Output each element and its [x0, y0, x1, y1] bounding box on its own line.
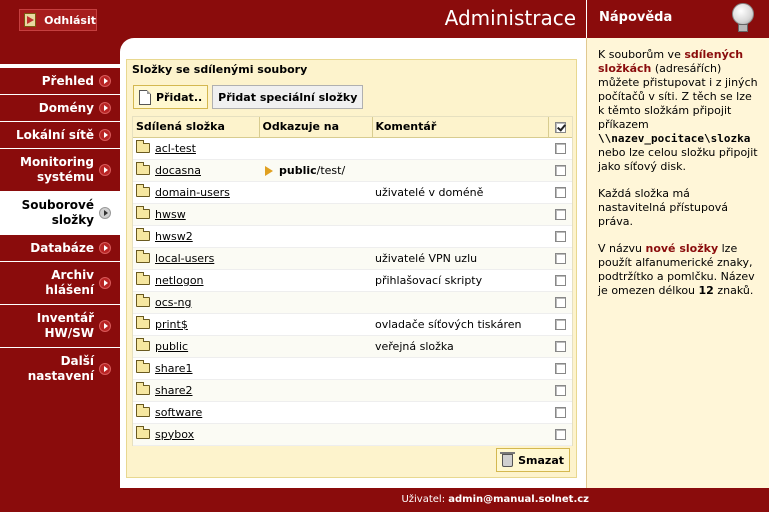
folder-target-cell	[259, 313, 372, 335]
trash-icon	[502, 454, 513, 467]
panel-title: Složky se sdílenými soubory	[132, 63, 308, 76]
row-checkbox[interactable]	[555, 341, 566, 352]
folder-link[interactable]: docasna	[155, 163, 201, 177]
chevron-right-icon	[99, 164, 111, 176]
folder-name-cell	[133, 313, 259, 335]
row-select-cell	[548, 401, 572, 423]
folder-icon	[136, 407, 150, 417]
folder-comment-cell	[372, 379, 548, 401]
sidebar-item-archiv-hlaseni[interactable]	[0, 262, 120, 304]
folder-name-cell	[133, 401, 259, 423]
help-highlight-shared-folders: sdílených složkách	[598, 48, 744, 75]
add-folder-label: Přidat..	[156, 90, 203, 104]
folder-target-cell	[259, 225, 372, 247]
folder-link[interactable]: spybox	[155, 427, 195, 441]
sidebar-item-label: Lokální sítě	[15, 127, 94, 142]
sidebar-item-label: Domény	[38, 100, 94, 115]
footer-user-info: Uživatel: admin@manual.solnet.cz	[401, 494, 589, 505]
folder-target-cell: public/test/	[259, 159, 372, 181]
sidebar-item-prehled[interactable]	[0, 68, 120, 94]
sidebar-item-lokalni-site[interactable]	[0, 122, 120, 148]
row-select-cell	[548, 423, 572, 445]
footer	[0, 488, 769, 512]
row-checkbox[interactable]	[555, 165, 566, 176]
chevron-right-icon	[99, 277, 111, 289]
help-paragraph-3: V názvu nové složky lze použít alfanumerické znaky, podtržítko a pomlčku. Název je omezen délkou 12 znaků.	[598, 242, 755, 297]
folder-comment-cell: ovladače síťových tiskáren	[372, 313, 548, 335]
row-checkbox[interactable]	[555, 319, 566, 330]
shared-folders-panel	[126, 59, 577, 478]
sidebar-item-inventar[interactable]	[0, 305, 120, 347]
folder-target-cell	[259, 269, 372, 291]
folder-link[interactable]: public	[155, 339, 189, 353]
table-row	[133, 291, 572, 313]
chevron-right-icon	[99, 129, 111, 141]
add-special-folders-button[interactable]	[212, 85, 363, 109]
folder-name-cell	[133, 159, 259, 181]
folder-comment-cell	[372, 159, 548, 181]
help-header	[586, 0, 769, 38]
add-special-folders-label: Přidat speciální složky	[218, 90, 358, 104]
folder-link[interactable]: netlogon	[155, 273, 204, 287]
folder-icon	[136, 275, 150, 285]
table-row	[133, 269, 572, 291]
folder-link[interactable]: software	[155, 405, 203, 419]
chevron-right-icon	[99, 75, 111, 87]
row-select-cell	[548, 159, 572, 181]
logout-label: Odhlásit	[44, 13, 96, 27]
folder-target-cell	[259, 137, 372, 159]
folder-name-cell	[133, 247, 259, 269]
table-row	[133, 335, 572, 357]
folder-target-cell	[259, 291, 372, 313]
folder-comment-cell: přihlašovací skripty	[372, 269, 548, 291]
row-select-cell	[548, 379, 572, 401]
sidebar-item-label: Inventář HW/SW	[36, 311, 94, 340]
table-row	[133, 313, 572, 335]
app-title: Administrace	[444, 6, 576, 30]
folder-link[interactable]: print$	[155, 317, 188, 331]
folder-target-cell	[259, 379, 372, 401]
folder-name-cell	[133, 137, 259, 159]
folder-comment-cell: uživatelé VPN uzlu	[372, 247, 548, 269]
row-checkbox[interactable]	[555, 253, 566, 264]
logout-icon	[24, 13, 39, 27]
table-row	[133, 137, 572, 159]
chevron-right-icon	[99, 207, 111, 219]
sidebar-item-databaze[interactable]	[0, 235, 120, 261]
row-select-cell	[548, 313, 572, 335]
delete-button[interactable]	[496, 448, 570, 472]
folder-comment-cell	[372, 357, 548, 379]
toolbar	[133, 85, 363, 109]
row-checkbox[interactable]	[555, 187, 566, 198]
help-paragraph-2: Každá složka má nastavitelná přístupová práva.	[598, 187, 728, 228]
table-row	[133, 357, 572, 379]
folder-link[interactable]: hwsw	[155, 207, 186, 221]
folder-comment-cell	[372, 225, 548, 247]
arrow-right-icon	[265, 166, 273, 176]
row-select-cell	[548, 203, 572, 225]
folder-comment-cell	[372, 423, 548, 445]
row-checkbox[interactable]	[555, 231, 566, 242]
row-checkbox[interactable]	[555, 297, 566, 308]
table-row	[133, 379, 572, 401]
folder-icon	[136, 385, 150, 395]
folder-link[interactable]: share1	[155, 361, 193, 375]
column-header-comment[interactable]: Komentář	[372, 117, 548, 137]
folder-target-cell	[259, 181, 372, 203]
folders-table	[132, 116, 573, 446]
folder-name-cell	[133, 357, 259, 379]
folder-comment-cell: veřejná složka	[372, 335, 548, 357]
help-title: Nápověda	[599, 10, 673, 25]
folder-target-cell	[259, 203, 372, 225]
sidebar-nav	[0, 68, 120, 391]
folder-comment-cell	[372, 291, 548, 313]
help-paragraph-1: K souborům ve sdílených složkách (adresářích) můžete přistupovat i z jiných počítačů v síti. Z těch se lze k těmto složkám připojit příkazem \\nazev_pocitace\slozka nebo lze celou složku připojit jako síťový disk.	[598, 48, 758, 173]
sidebar-top-band	[0, 38, 120, 64]
select-all-checkbox[interactable]	[555, 122, 566, 133]
sidebar-item-label: Přehled	[41, 73, 94, 88]
folder-link[interactable]: share2	[155, 383, 193, 397]
folder-name-cell	[133, 225, 259, 247]
folder-comment-cell	[372, 401, 548, 423]
folder-name-cell	[133, 291, 259, 313]
folder-name-cell	[133, 269, 259, 291]
help-panel	[586, 38, 769, 488]
row-checkbox[interactable]	[555, 363, 566, 374]
chevron-right-icon	[99, 320, 111, 332]
top-bar	[0, 0, 586, 38]
folder-icon	[136, 341, 150, 351]
table-row	[133, 423, 572, 445]
folder-icon	[136, 209, 150, 219]
sidebar-item-label: Monitoring systému	[20, 155, 94, 184]
row-checkbox[interactable]	[555, 429, 566, 440]
logged-user: admin@manual.solnet.cz	[448, 494, 589, 505]
folder-icon	[136, 253, 150, 263]
folder-icon	[136, 363, 150, 373]
table-row	[133, 401, 572, 423]
column-header-select-all	[548, 117, 572, 137]
table-row	[133, 247, 572, 269]
new-page-icon	[139, 90, 151, 105]
folder-link[interactable]: ocs-ng	[155, 295, 192, 309]
folder-name-cell	[133, 335, 259, 357]
row-select-cell	[548, 291, 572, 313]
chevron-right-icon	[99, 242, 111, 254]
folder-icon	[136, 165, 150, 175]
row-checkbox[interactable]	[555, 275, 566, 286]
sidebar-item-label: Další nastavení	[27, 354, 94, 383]
row-select-cell	[548, 225, 572, 247]
sidebar-item-label: Databáze	[30, 240, 94, 255]
column-header-target[interactable]: Odkazuje na	[259, 117, 372, 137]
row-checkbox[interactable]	[555, 385, 566, 396]
folder-comment-cell	[372, 203, 548, 225]
folder-comment-cell: uživatelé v doméně	[372, 181, 548, 203]
folder-icon	[136, 187, 150, 197]
folder-target-cell	[259, 357, 372, 379]
folder-name-cell	[133, 379, 259, 401]
table-row	[133, 225, 572, 247]
column-header-name[interactable]: Sdílená složka	[133, 117, 259, 137]
lightbulb-icon	[731, 3, 755, 35]
folder-icon	[136, 429, 150, 439]
folder-icon	[136, 143, 150, 153]
folder-icon	[136, 319, 150, 329]
sidebar-item-dalsi-nastaveni[interactable]	[0, 348, 120, 390]
folder-target-cell	[259, 335, 372, 357]
folder-name-cell	[133, 181, 259, 203]
sidebar-item-domeny[interactable]	[0, 95, 120, 121]
add-folder-button[interactable]	[133, 85, 208, 109]
sidebar-item-souborove-slozky[interactable]	[0, 192, 120, 234]
folder-target-cell	[259, 247, 372, 269]
row-select-cell	[548, 247, 572, 269]
row-checkbox[interactable]	[555, 407, 566, 418]
folder-name-cell	[133, 423, 259, 445]
table-row	[133, 203, 572, 225]
table-row	[133, 181, 572, 203]
help-command: \\nazev_pocitace\slozka	[598, 132, 751, 145]
folder-target-cell	[259, 401, 372, 423]
row-select-cell	[548, 357, 572, 379]
row-checkbox[interactable]	[555, 143, 566, 154]
folder-target-cell	[259, 423, 372, 445]
table-header	[133, 117, 572, 137]
row-select-cell	[548, 181, 572, 203]
row-checkbox[interactable]	[555, 209, 566, 220]
folder-icon	[136, 231, 150, 241]
folder-link[interactable]: domain-users	[155, 185, 230, 199]
logout-button[interactable]	[19, 9, 97, 31]
table-row	[133, 159, 572, 181]
sidebar-item-label: Archiv hlášení	[45, 268, 94, 297]
sidebar-item-label: Souborové složky	[21, 198, 94, 227]
chevron-right-icon	[99, 363, 111, 375]
folder-name-cell	[133, 203, 259, 225]
row-select-cell	[548, 269, 572, 291]
folder-icon	[136, 297, 150, 307]
chevron-right-icon	[99, 102, 111, 114]
help-highlight-new-folder: nové složky	[645, 242, 719, 255]
folder-link[interactable]: local-users	[155, 251, 215, 265]
sidebar-bottom-band	[0, 390, 120, 488]
sidebar-item-monitoring[interactable]	[0, 149, 120, 191]
row-select-cell	[548, 137, 572, 159]
row-select-cell	[548, 335, 572, 357]
folder-comment-cell	[372, 137, 548, 159]
folder-link[interactable]: hwsw2	[155, 229, 193, 243]
folder-link[interactable]: acl-test	[155, 141, 196, 155]
delete-label: Smazat	[518, 453, 564, 467]
